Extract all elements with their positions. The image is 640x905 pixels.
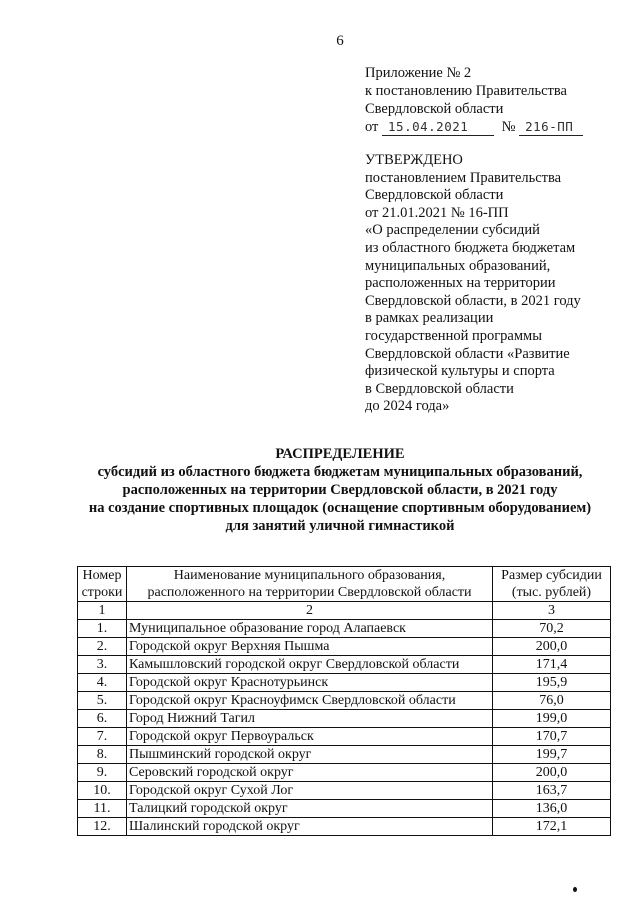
- approved-line: муниципальных образований,: [365, 257, 551, 274]
- table-row: [78, 800, 611, 818]
- municipality-name: Городской округ Верхняя Пышма: [127, 638, 493, 656]
- row-number: 10.: [78, 782, 127, 800]
- table-row: [78, 710, 611, 728]
- approved-line: «О распределении субсидий: [365, 222, 540, 239]
- row-number: 6.: [78, 710, 127, 728]
- heading-line: расположенных на территории Свердловской области, в 2021 году: [122, 482, 558, 498]
- header-text: Номер: [82, 568, 122, 583]
- municipality-name: Городской округ Первоуральск: [127, 728, 493, 746]
- municipality-name: Камышловский городской округ Свердловской области: [127, 656, 493, 674]
- subsidy-amount: 136,0: [493, 800, 611, 818]
- date-prefix: от: [365, 119, 379, 135]
- subsidy-amount: 171,4: [493, 656, 611, 674]
- approved-block: [365, 152, 630, 416]
- approved-line: постановлением Правительства: [365, 169, 562, 186]
- subsidy-amount: 195,9: [493, 674, 611, 692]
- table-row: [78, 782, 611, 800]
- number-field: [519, 119, 583, 136]
- approved-line: от 21.01.2021 № 16-ПП: [365, 204, 509, 221]
- subsidy-amount: 163,7: [493, 782, 611, 800]
- number-prefix: №: [501, 119, 516, 135]
- approved-line: УТВЕРЖДЕНО: [365, 152, 463, 168]
- row-number: 3.: [78, 656, 127, 674]
- table-row: [78, 656, 611, 674]
- header-text: расположенного на территории Свердловской области: [147, 585, 472, 600]
- subsidy-amount: 172,1: [493, 818, 611, 836]
- column-number: 2: [127, 602, 493, 620]
- municipality-name: Городской округ Красноуфимск Свердловской области: [127, 692, 493, 710]
- table-row: [78, 764, 611, 782]
- table-row: [78, 692, 611, 710]
- municipality-name: Муниципальное образование город Алапаевск: [127, 620, 493, 638]
- header-text: строки: [81, 585, 123, 600]
- row-number: 11.: [78, 800, 127, 818]
- row-number: 12.: [78, 818, 127, 836]
- subsidy-amount: 199,7: [493, 746, 611, 764]
- row-number: 7.: [78, 728, 127, 746]
- scan-mark: [573, 887, 577, 892]
- approved-line: в рамках реализации: [365, 310, 494, 327]
- table-row: [78, 620, 611, 638]
- approved-line: Свердловской области, в 2021 году: [365, 292, 581, 309]
- municipality-name: Городской округ Сухой Лог: [127, 782, 493, 800]
- municipality-name: Городской округ Краснотурьинск: [127, 674, 493, 692]
- header-municipality: [127, 567, 493, 602]
- municipality-name: Пышминский городской округ: [127, 746, 493, 764]
- header-text: Наименование муниципального образования,: [173, 568, 446, 583]
- header-amount: [493, 567, 611, 602]
- column-number: 1: [78, 602, 127, 620]
- appendix-title: Приложение № 2: [365, 65, 472, 81]
- heading-line: субсидий из областного бюджета бюджетам муниципальных образований,: [97, 464, 583, 480]
- document-heading: [60, 445, 620, 535]
- municipality-name: Талицкий городской округ: [127, 800, 493, 818]
- header-text: (тыс. рублей): [511, 585, 592, 600]
- approved-line: в Свердловской области: [365, 380, 514, 397]
- approved-line: Свердловской области «Развитие: [365, 345, 570, 362]
- row-number: 5.: [78, 692, 127, 710]
- table-row: [78, 638, 611, 656]
- approved-line: расположенных на территории: [365, 275, 556, 292]
- column-number: 3: [493, 602, 611, 620]
- column-number-row: [78, 602, 611, 620]
- appendix-line-3: Свердловской области: [365, 101, 504, 117]
- heading-title: РАСПРЕДЕЛЕНИЕ: [275, 446, 405, 462]
- appendix-date-line: [365, 118, 625, 136]
- header-row-number: [78, 567, 127, 602]
- table-header-row: [78, 567, 611, 602]
- subsidy-amount: 76,0: [493, 692, 611, 710]
- row-number: 4.: [78, 674, 127, 692]
- table-row: [78, 674, 611, 692]
- approved-line: Свердловской области: [365, 187, 504, 204]
- page-number: 6: [336, 33, 344, 49]
- approved-line: физической культуры и спорта: [365, 363, 555, 380]
- distribution-table: [77, 566, 611, 836]
- date-value: 15.04.2021: [388, 119, 469, 134]
- appendix-line-2: к постановлению Правительства: [365, 83, 567, 99]
- row-number: 9.: [78, 764, 127, 782]
- header-text: Размер субсидии: [501, 568, 602, 583]
- row-number: 1.: [78, 620, 127, 638]
- approved-line: из областного бюджета бюджетам: [365, 239, 576, 256]
- table-row: [78, 746, 611, 764]
- municipality-name: Шалинский городской округ: [127, 818, 493, 836]
- heading-line: для занятий уличной гимнастикой: [225, 518, 455, 534]
- row-number: 2.: [78, 638, 127, 656]
- table-row: [78, 818, 611, 836]
- subsidy-amount: 199,0: [493, 710, 611, 728]
- row-number: 8.: [78, 746, 127, 764]
- date-field: [382, 119, 494, 136]
- subsidy-amount: 200,0: [493, 764, 611, 782]
- table-row: [78, 728, 611, 746]
- subsidy-amount: 170,7: [493, 728, 611, 746]
- subsidy-amount: 200,0: [493, 638, 611, 656]
- municipality-name: Серовский городской округ: [127, 764, 493, 782]
- subsidy-amount: 70,2: [493, 620, 611, 638]
- approved-line: до 2024 года»: [365, 398, 450, 415]
- municipality-name: Город Нижний Тагил: [127, 710, 493, 728]
- number-value: 216-ПП: [525, 119, 574, 134]
- heading-line: на создание спортивных площадок (оснащение спортивным оборудованием): [88, 500, 592, 516]
- approved-line: государственной программы: [365, 327, 542, 344]
- appendix-block: [365, 64, 625, 136]
